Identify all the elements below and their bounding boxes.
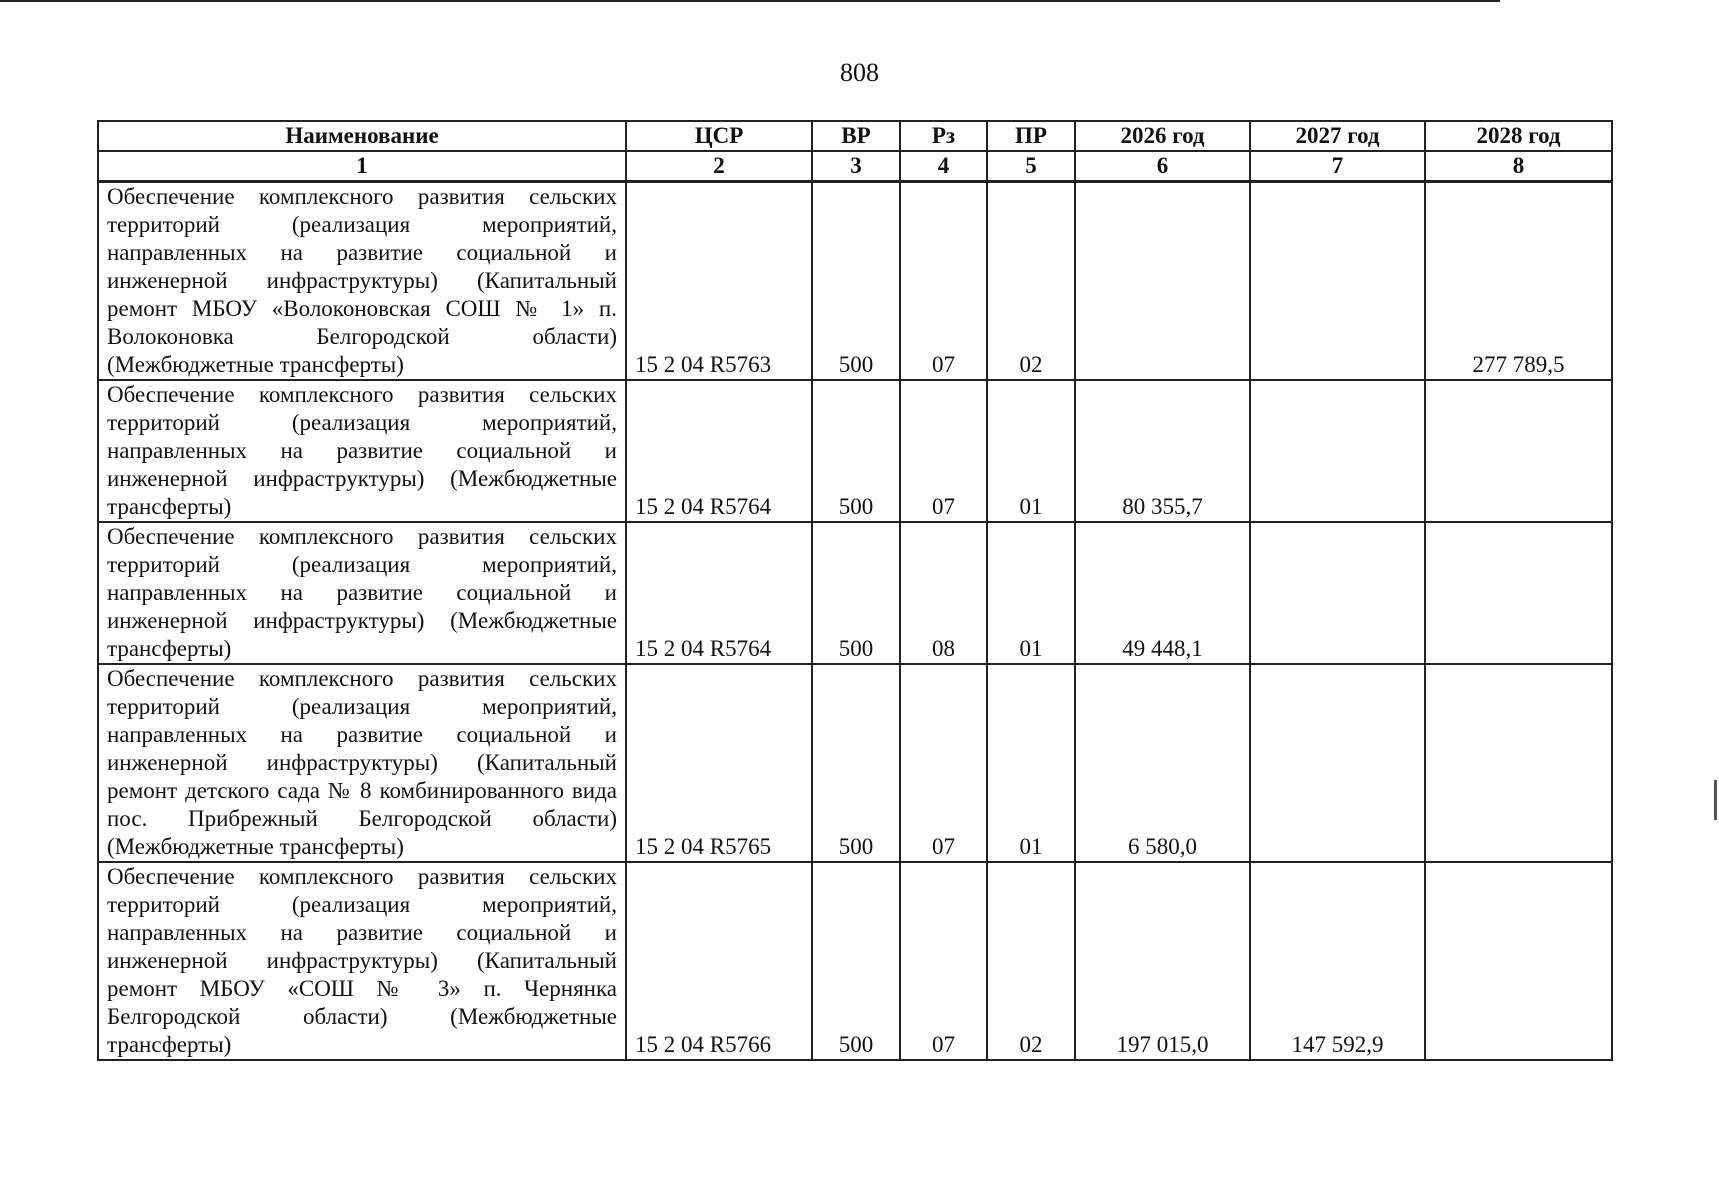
page-number: 808 — [840, 58, 879, 87]
row-2026: 6 580,0 — [1075, 664, 1250, 862]
row-csr: 15 2 04 R5763 — [626, 182, 812, 381]
header-rz: Рз — [900, 121, 987, 151]
table-row — [98, 380, 1612, 522]
row-2027: 147 592,9 — [1250, 862, 1425, 1060]
row-2028 — [1425, 522, 1612, 664]
column-number: 3 — [812, 151, 900, 182]
scan-edge-mark — [1714, 780, 1717, 820]
table-row — [98, 522, 1612, 664]
row-2026: 80 355,7 — [1075, 380, 1250, 522]
table-row — [98, 182, 1612, 381]
header-2028: 2028 год — [1425, 121, 1612, 151]
row-name: Обеспечение комплексного развития сельских территорий (реализация мероприятий, направленных на развитие социальной и инженерной инфраструктуры) (Межбюджетные трансферты) — [98, 380, 626, 522]
column-number: 4 — [900, 151, 987, 182]
row-2028 — [1425, 862, 1612, 1060]
column-number: 5 — [987, 151, 1075, 182]
row-rz: 07 — [900, 664, 987, 862]
row-2027 — [1250, 380, 1425, 522]
row-vr: 500 — [812, 664, 900, 862]
row-2026: 49 448,1 — [1075, 522, 1250, 664]
row-2026 — [1075, 182, 1250, 381]
row-pr: 01 — [987, 380, 1075, 522]
row-2026: 197 015,0 — [1075, 862, 1250, 1060]
row-pr: 02 — [987, 862, 1075, 1060]
row-name: Обеспечение комплексного развития сельских территорий (реализация мероприятий, направленных на развитие социальной и инженерной инфраструктуры) (Капитальный ремонт МБОУ «СОШ № 3» п. Чернянка Белгородской области) (Межбюджетные трансферты) — [98, 862, 626, 1060]
column-number: 7 — [1250, 151, 1425, 182]
header-name: Наименование — [98, 121, 626, 151]
column-number: 8 — [1425, 151, 1612, 182]
row-rz: 07 — [900, 182, 987, 381]
header-2026: 2026 год — [1075, 121, 1250, 151]
row-2028 — [1425, 664, 1612, 862]
row-pr: 01 — [987, 522, 1075, 664]
row-vr: 500 — [812, 380, 900, 522]
row-2027 — [1250, 664, 1425, 862]
top-rule — [0, 0, 1500, 2]
column-number-row — [98, 151, 1612, 182]
row-csr: 15 2 04 R5766 — [626, 862, 812, 1060]
row-2027 — [1250, 182, 1425, 381]
row-2028 — [1425, 380, 1612, 522]
header-vr: ВР — [812, 121, 900, 151]
column-number: 6 — [1075, 151, 1250, 182]
row-vr: 500 — [812, 522, 900, 664]
row-name: Обеспечение комплексного развития сельских территорий (реализация мероприятий, направленных на развитие социальной и инженерной инфраструктуры) (Капитальный ремонт детского сада № 8 комбинированного вида пос. Прибрежный Белгородской области) (Межбюджетные трансферты) — [98, 664, 626, 862]
row-name: Обеспечение комплексного развития сельских территорий (реализация мероприятий, направленных на развитие социальной и инженерной инфраструктуры) (Межбюджетные трансферты) — [98, 522, 626, 664]
row-rz: 07 — [900, 380, 987, 522]
row-2027 — [1250, 522, 1425, 664]
row-2028: 277 789,5 — [1425, 182, 1612, 381]
row-vr: 500 — [812, 862, 900, 1060]
row-vr: 500 — [812, 182, 900, 381]
table-row — [98, 664, 1612, 862]
row-csr: 15 2 04 R5764 — [626, 380, 812, 522]
header-2027: 2027 год — [1250, 121, 1425, 151]
row-name: Обеспечение комплексного развития сельских территорий (реализация мероприятий, направленных на развитие социальной и инженерной инфраструктуры) (Капитальный ремонт МБОУ «Волоконовская СОШ № 1» п. Волоконовка Белгородской области) (Межбюджетные трансферты) — [98, 182, 626, 381]
budget-table — [97, 120, 1613, 1061]
row-pr: 01 — [987, 664, 1075, 862]
row-csr: 15 2 04 R5764 — [626, 522, 812, 664]
row-csr: 15 2 04 R5765 — [626, 664, 812, 862]
row-rz: 08 — [900, 522, 987, 664]
table-row — [98, 862, 1612, 1060]
column-number: 2 — [626, 151, 812, 182]
header-row — [98, 121, 1612, 151]
header-csr: ЦСР — [626, 121, 812, 151]
header-pr: ПР — [987, 121, 1075, 151]
row-pr: 02 — [987, 182, 1075, 381]
column-number: 1 — [98, 151, 626, 182]
row-rz: 07 — [900, 862, 987, 1060]
